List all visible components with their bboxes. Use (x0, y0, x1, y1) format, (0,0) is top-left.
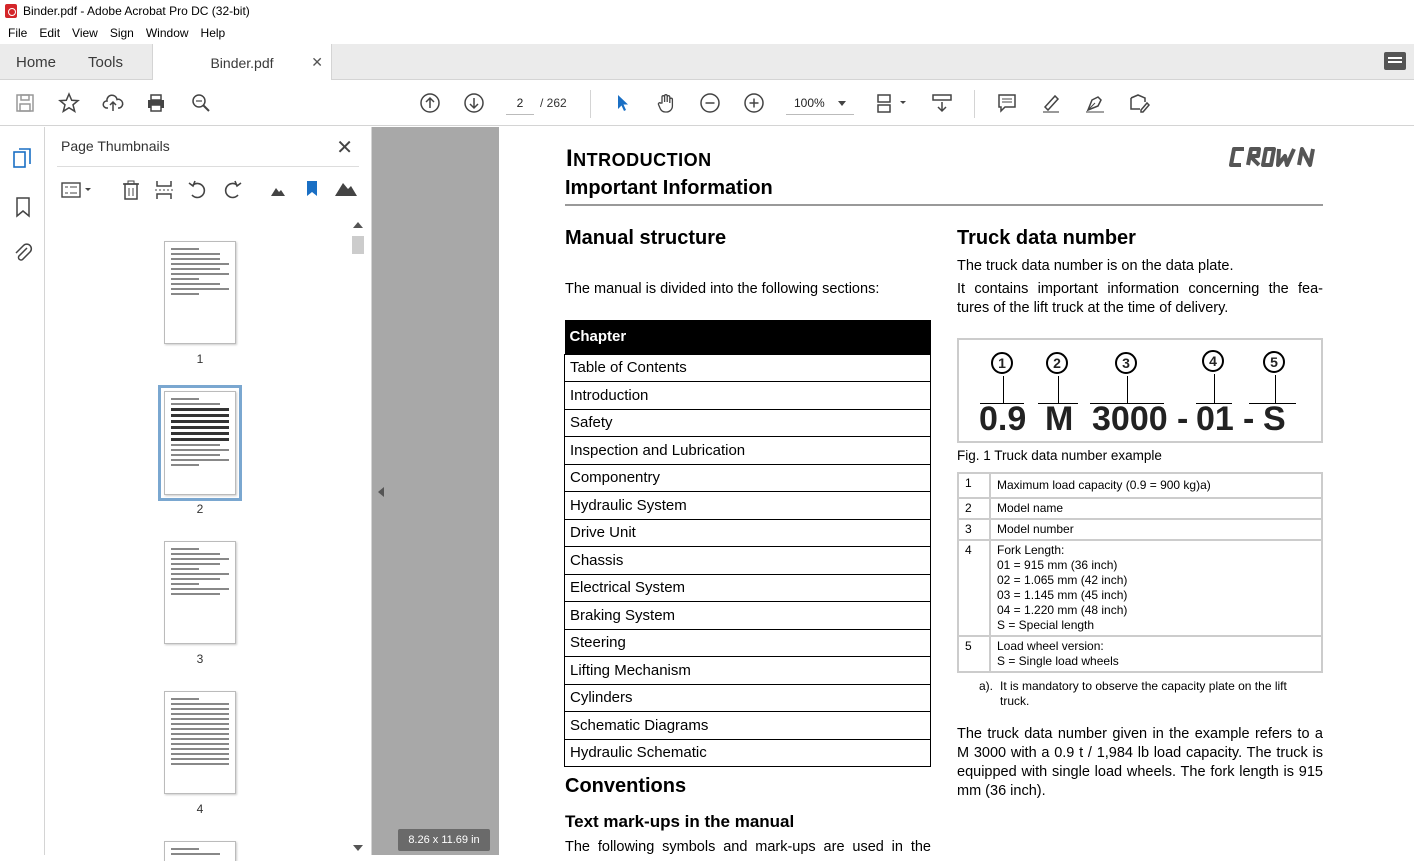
chapter-row: Inspection and Lubrication (565, 437, 931, 465)
figure-part-capacity: 0.9 (979, 400, 1027, 438)
search-zoom-icon[interactable] (188, 90, 214, 116)
truck-data-table (957, 472, 1323, 673)
callout-3: 3 (1115, 352, 1137, 374)
zoom-select[interactable]: 100% (786, 91, 854, 115)
manual-structure-title: Manual structure (565, 227, 727, 249)
edit-pdf-icon[interactable] (1126, 90, 1152, 116)
thumbnail-large-icon[interactable] (334, 179, 358, 197)
conventions-title: Conventions (565, 775, 687, 797)
truck-data-title: Truck data number (957, 227, 1136, 249)
menu-edit[interactable]: Edit (39, 26, 61, 40)
chapter-row: Chassis (565, 547, 931, 575)
save-icon[interactable] (12, 90, 38, 116)
chapter-row: Steering (565, 629, 931, 657)
thumbnail-label-3: 3 (196, 652, 204, 666)
chapter-row: Hydraulic System (565, 492, 931, 520)
page-display-icon[interactable] (873, 90, 909, 116)
tab-document-label: Binder.pdf (210, 54, 274, 71)
thumbnail-page-5[interactable] (164, 841, 236, 861)
acrobat-icon (5, 4, 17, 18)
document-canvas-margin (372, 127, 499, 855)
table-row (958, 540, 1322, 636)
header-rule (565, 204, 1323, 206)
chapter-row: Cylinders (565, 684, 931, 712)
menu-window[interactable]: Window (145, 26, 189, 40)
thumbnail-label-4: 4 (196, 802, 204, 816)
menu-bar (0, 22, 1414, 44)
thumbnail-label-2: 2 (196, 502, 204, 516)
zoom-in-icon[interactable] (741, 90, 767, 116)
callout-4: 4 (1202, 350, 1224, 372)
highlight-pen-icon[interactable] (1038, 90, 1064, 116)
draw-sign-icon[interactable] (1082, 90, 1108, 116)
row-number: 1 (958, 473, 990, 498)
figure-caption: Fig. 1 Truck data number example (957, 448, 1162, 463)
row-text: Fork Length: 01 = 915 mm (36 inch) 02 = 1.065 mm (42 inch) 03 = 1.145 mm (45 inch) 04 = 1.220 mm (48 inch) S = Special length (990, 540, 1322, 636)
manual-structure-intro: The manual is divided into the following sections: (565, 281, 880, 297)
truck-data-summary: The truck data number given in the example refers to a M 3000 with a 0.9 t / 1,984 lb load capacity. The truck is equipped with single load wheels. The fork length is 915 mm (36 inch). (957, 726, 1323, 799)
print-icon[interactable] (143, 90, 169, 116)
chapter-row: Electrical System (565, 574, 931, 602)
select-cursor-icon[interactable] (609, 90, 635, 116)
chapter-row: Lifting Mechanism (565, 657, 931, 685)
tab-home[interactable]: Home (16, 53, 57, 71)
chapter-row: Braking System (565, 602, 931, 630)
chapter-table (564, 320, 931, 767)
row-number: 3 (958, 519, 990, 540)
rotate-clockwise-icon[interactable] (221, 179, 243, 201)
menu-help[interactable]: Help (200, 26, 226, 40)
menu-sign[interactable]: Sign (109, 26, 134, 40)
thumbnail-page-3[interactable] (164, 541, 236, 644)
thumbnail-options-icon[interactable] (61, 180, 95, 200)
callout-5: 5 (1263, 351, 1285, 373)
tab-bar (0, 44, 1414, 80)
scroll-mode-icon[interactable] (929, 90, 955, 116)
table-row (958, 519, 1322, 540)
extract-page-icon[interactable] (154, 179, 174, 201)
menu-file[interactable]: File (8, 26, 28, 40)
row-number: 4 (958, 540, 990, 636)
footnote-text: It is mandatory to observe the capacity plate on the lift truck. (1000, 679, 1287, 708)
comment-icon[interactable] (994, 90, 1020, 116)
truck-data-p1: The truck data number is on the data plate. (957, 258, 1234, 274)
chapter-row: Safety (565, 409, 931, 437)
page-heading: INTRODUCTION (566, 145, 712, 172)
close-panel-icon[interactable]: ✕ (336, 137, 353, 159)
left-rail (0, 127, 45, 855)
figure-part-fork: 01 (1196, 400, 1234, 438)
text-markups-title: Text mark-ups in the manual (565, 812, 795, 831)
figure-part-model: M (1045, 400, 1074, 438)
page-size-label: 8.26 x 11.69 in (398, 829, 490, 851)
figure-part-number: 3000 (1092, 400, 1168, 438)
tab-tools[interactable]: Tools (88, 53, 124, 71)
chapter-table-header: Chapter (565, 320, 931, 354)
thumbnail-small-icon[interactable] (270, 183, 286, 197)
row-text: Maximum load capacity (0.9 = 900 kg)a) (990, 473, 1322, 498)
thumbnail-page-1[interactable] (164, 241, 236, 344)
row-text: Load wheel version: S = Single load wheels (990, 636, 1322, 672)
row-number: 2 (958, 498, 990, 519)
chapter-row: Componentry (565, 464, 931, 492)
page-thumbnails-icon[interactable] (12, 147, 34, 171)
star-icon[interactable] (56, 90, 82, 116)
attachment-icon[interactable] (12, 240, 34, 264)
chapter-row: Schematic Diagrams (565, 712, 931, 740)
close-tab-icon[interactable]: ✕ (311, 54, 323, 70)
delete-page-icon[interactable] (121, 179, 141, 201)
table-row (958, 498, 1322, 519)
page-subheading: Important Information (565, 177, 773, 199)
callout-1: 1 (991, 352, 1013, 374)
collapse-panel-icon[interactable] (378, 487, 384, 497)
conventions-text: The following symbols and mark-ups are used in the (565, 839, 931, 855)
comment-panel-icon[interactable] (1384, 52, 1406, 70)
thumbnail-label-1: 1 (196, 352, 204, 366)
thumbnail-page-4[interactable] (164, 691, 236, 794)
chapter-row: Introduction (565, 382, 931, 410)
crown-logo (1228, 145, 1324, 176)
panel-title: Page Thumbnails (61, 138, 170, 154)
rotate-counterclockwise-icon[interactable] (187, 179, 209, 201)
toolbar (0, 80, 1414, 126)
figure-part-dash: - (1177, 400, 1189, 438)
title-bar (0, 0, 1414, 22)
row-text: Model name (990, 498, 1322, 519)
thumbnails-panel (45, 127, 372, 855)
hand-tool-icon[interactable] (653, 90, 679, 116)
tab-document[interactable] (152, 44, 332, 81)
chapter-row: Hydraulic Schematic (565, 739, 931, 767)
truck-data-p2: It contains important information concerning the fea- tures of the lift truck at the time of delivery. (957, 281, 1323, 316)
table-row (958, 636, 1322, 672)
page-total: / 262 (540, 96, 567, 110)
footnote-label: a). (979, 679, 994, 693)
figure-part-dash: - (1243, 400, 1255, 438)
bookmark-icon[interactable] (14, 195, 32, 219)
bookmark-marker-icon[interactable] (305, 179, 319, 199)
zoom-out-icon[interactable] (697, 90, 723, 116)
window-title: Binder.pdf - Adobe Acrobat Pro DC (32-bit) (23, 4, 250, 18)
menu-view[interactable]: View (72, 26, 98, 40)
callout-2: 2 (1046, 352, 1068, 374)
figure-part-wheel: S (1263, 400, 1286, 438)
upload-cloud-icon[interactable] (100, 90, 126, 116)
thumbnail-page-2[interactable] (164, 391, 236, 495)
previous-page-icon[interactable] (417, 90, 443, 116)
table-row (958, 473, 1322, 498)
next-page-icon[interactable] (461, 90, 487, 116)
row-text: Model number (990, 519, 1322, 540)
chapter-row: Drive Unit (565, 519, 931, 547)
row-number: 5 (958, 636, 990, 672)
chapter-row: Table of Contents (565, 354, 931, 382)
thumbnail-scrollbar[interactable] (350, 220, 366, 855)
page-number-input[interactable]: 2 (506, 91, 534, 115)
